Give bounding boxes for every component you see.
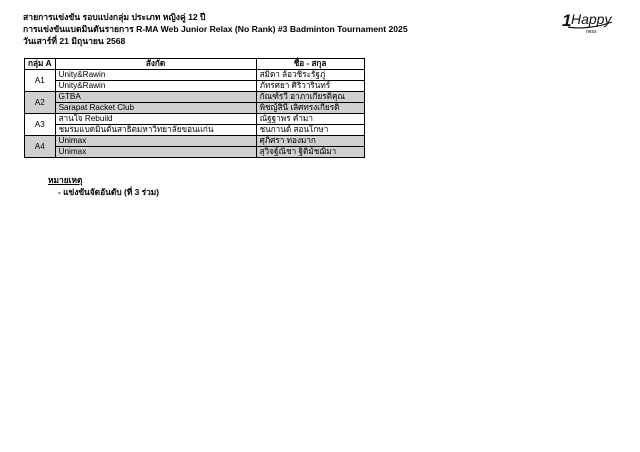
header-line-tournament: การแข่งขันแบดมินตันรายการ R-MA Web Junior Relax (No Rank) #3 Badminton Tournament 2025: [23, 24, 408, 35]
happy-logo-icon: [562, 8, 618, 38]
table-row: [25, 103, 365, 114]
notes-title: หมายเหตุ: [48, 175, 83, 185]
logo-digit: 1: [562, 11, 572, 30]
logo-main-text: Happy: [571, 11, 612, 27]
table-row: [25, 114, 365, 125]
document-header: [23, 11, 408, 48]
table-row: [25, 70, 365, 81]
group-cell-a3: A3: [25, 114, 56, 136]
group-table: [24, 58, 365, 158]
group-cell-a4: A4: [25, 136, 56, 158]
notes-item: - แข่งขันจัดอันดับ (ที่ 3 ร่วม): [58, 187, 160, 197]
name-cell: ภัทรศยา ศิริวารินทร์: [256, 81, 364, 92]
logo-sub-text: ness: [586, 29, 597, 35]
club-cell: สานใจ Rebuild: [55, 114, 256, 125]
table-row: [25, 92, 365, 103]
name-cell: สมิตา ล้อวชิระรัฐภู่: [256, 70, 364, 81]
header-name: ชื่อ - สกุล: [256, 59, 364, 70]
club-cell: Unity&Rawin: [55, 81, 256, 92]
name-cell: กัณฑ์รวี อาภาเกียรติคุณ: [256, 92, 364, 103]
table-row: [25, 81, 365, 92]
club-cell: Sarapat Racket Club: [55, 103, 256, 114]
club-cell: Unimax: [55, 136, 256, 147]
table-header-row: [25, 59, 365, 70]
club-cell: Unimax: [55, 147, 256, 158]
table-row: [25, 125, 365, 136]
header-line-date: วันเสาร์ที่ 21 มิถุนายน 2568: [23, 36, 126, 47]
group-cell-a1: A1: [25, 70, 56, 92]
name-cell: สุวิจฐ์ณิชา ฐิติมัชฌิมา: [256, 147, 364, 158]
name-cell: ณัฐฐาพร คำมา: [256, 114, 364, 125]
header-group: กลุ่ม A: [25, 59, 56, 70]
club-cell: ชมรมแบดมินตันสาธิตมหาวิทยาลัยขอนแก่น: [55, 125, 256, 136]
name-cell: ศุภิศรา ทองมาก: [256, 136, 364, 147]
table-row: [25, 136, 365, 147]
notes-section: [48, 174, 159, 198]
name-cell: ชนกานต์ สอนโกษา: [256, 125, 364, 136]
header-line-event: สายการแข่งขัน รอบแบ่งกลุ่ม ประเภท หญิงคู่ 12 ปี: [23, 12, 206, 22]
header-club: สังกัด: [55, 59, 256, 70]
club-cell: GTBA: [55, 92, 256, 103]
name-cell: พิชญ์สินี เลิศทรงเกียรติ: [256, 103, 364, 114]
group-cell-a2: A2: [25, 92, 56, 114]
table-row: [25, 147, 365, 158]
club-cell: Unity&Rawin: [55, 70, 256, 81]
